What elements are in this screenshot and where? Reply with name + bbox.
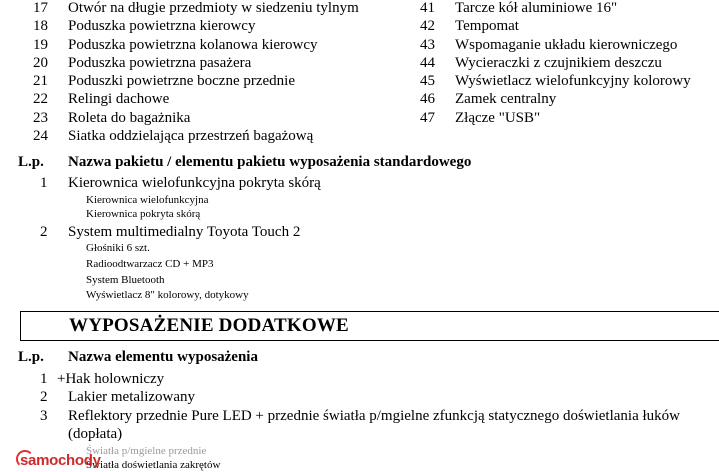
package-subitem: Wyświetlacz 8" kolorowy, dotykowy — [86, 289, 249, 301]
list-item: Wspomaganie układu kierowniczego — [455, 37, 678, 53]
list-number: 2 — [40, 224, 48, 240]
list-item: Poduszki powietrzne boczne przednie — [68, 73, 295, 89]
list-item: Wycieraczki z czujnikiem deszczu — [455, 55, 662, 71]
package-subitem: Kierownica wielofunkcyjna — [86, 194, 209, 206]
list-item: Tarcze kół aluminiowe 16" — [455, 0, 618, 16]
list-number: 1 — [40, 175, 48, 191]
list-item: Poduszka powietrzna kierowcy — [68, 18, 256, 34]
list-number: 18 — [33, 18, 48, 34]
package-item: Kierownica wielofunkcyjna pokryta skórą — [68, 175, 321, 191]
list-item: Zamek centralny — [455, 91, 557, 107]
section-title: WYPOSAŻENIE DODATKOWE — [69, 315, 349, 336]
list-number: 44 — [420, 55, 435, 71]
column-header-package-name: Nazwa pakietu / elementu pakietu wyposażenia standardowego — [68, 154, 472, 170]
optional-item: +Hak holowniczy — [57, 371, 165, 387]
column-header-lp: L.p. — [18, 349, 44, 365]
list-number: 45 — [420, 73, 435, 89]
column-header-element-name: Nazwa elementu wyposażenia — [68, 349, 258, 365]
list-item: Otwór na długie przedmioty w siedzeniu tylnym — [68, 0, 359, 16]
column-header-lp: L.p. — [18, 154, 44, 170]
swoosh-icon — [16, 450, 34, 468]
list-number: 3 — [40, 408, 48, 424]
list-number: 22 — [33, 91, 48, 107]
list-item: Poduszka powietrzna pasażera — [68, 55, 252, 71]
optional-subitem: Światła p/mgielne przednie — [86, 445, 207, 457]
list-number: 1 — [40, 371, 48, 387]
list-item: Relingi dachowe — [68, 91, 170, 107]
list-number: 47 — [420, 110, 435, 126]
list-number: 20 — [33, 55, 48, 71]
package-subitem: Radioodtwarzacz CD + MP3 — [86, 258, 214, 270]
list-item: Złącze "USB" — [455, 110, 541, 126]
optional-subitem: Światła doświetlania zakrętów — [86, 459, 221, 471]
list-number: 2 — [40, 389, 48, 405]
list-number: 46 — [420, 91, 435, 107]
list-number: 21 — [33, 73, 48, 89]
watermark-text: samochody — [20, 452, 101, 469]
list-item: Roleta do bagażnika — [68, 110, 191, 126]
section-title-box — [20, 311, 719, 341]
package-item: System multimedialny Toyota Touch 2 — [68, 224, 301, 240]
list-number: 43 — [420, 37, 435, 53]
list-number: 24 — [33, 128, 48, 144]
optional-item: Lakier metalizowany — [68, 389, 196, 405]
list-item: Poduszka powietrzna kolanowa kierowcy — [68, 37, 318, 53]
list-number: 23 — [33, 110, 48, 126]
optional-item: Reflektory przednie Pure LED + przednie światła p/mgielne zfunkcją statycznego doświetlania łuków (dopłata) — [68, 408, 681, 442]
package-subitem: Głośniki 6 szt. — [86, 242, 150, 254]
list-item: Wyświetlacz wielofunkcyjny kolorowy — [455, 73, 691, 89]
watermark-logo — [20, 452, 101, 472]
list-item: Tempomat — [455, 18, 519, 34]
package-subitem: Kierownica pokryta skórą — [86, 208, 201, 220]
package-subitem: System Bluetooth — [86, 274, 165, 286]
list-number: 17 — [33, 0, 48, 16]
list-number: 19 — [33, 37, 48, 53]
list-number: 41 — [420, 0, 435, 16]
list-item: Siatka oddzielająca przestrzeń bagażową — [68, 128, 314, 144]
list-number: 42 — [420, 18, 435, 34]
